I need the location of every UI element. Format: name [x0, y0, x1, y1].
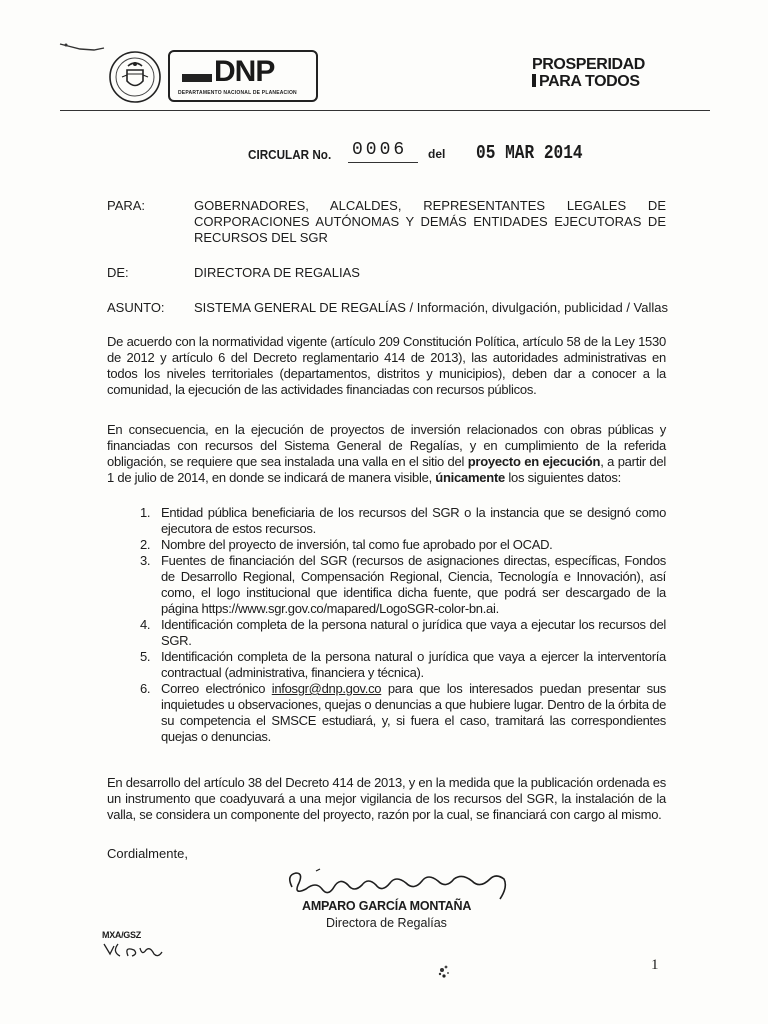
para-value: GOBERNADORES, ALCALDES, REPRESENTANTES LEGALES DE CORPORACIONES AUTÓNOMAS Y DEMÁS ENTIDADES EJECUTORAS DE RECURSOS DEL SGR: [194, 198, 666, 245]
list-item-text: Identificación completa de la persona natural o jurídica que vaya a ejercer la interventoría contractual (administrativa, financiera y técnica).: [161, 649, 666, 680]
para-label: PARA:: [107, 198, 146, 213]
paragraph-2-bold-project: proyecto en ejecución: [467, 454, 601, 469]
de-value: DIRECTORA DE REGALIAS: [194, 265, 360, 280]
list-item: [140, 537, 666, 553]
paragraph-3: En desarrollo del artículo 38 del Decreto 414 de 2013, y en la medida que la publicación ordenada es un instrumento que coadyuvará a una mejor vigilancia de los recursos del SGR, la instalación de la valla, se considera un componente del proyecto, razón por la cual, se financiará con cargo al mismo.: [107, 775, 666, 822]
list-item-text: Entidad pública beneficiaria de los recursos del SGR o la instancia que se designó como ejecutora de estos recursos.: [161, 505, 666, 536]
required-data-list: [140, 505, 666, 745]
page-number: 1: [651, 957, 659, 973]
list-item: [140, 505, 666, 537]
slogan-bar: [532, 74, 536, 87]
paragraph-2-part-a: En consecuencia, en la ejecución de proyectos de inversión relacionados con obras públicas y financiadas con recursos del Sistema General de Regalías, y en cumplimiento de la referida obligación, se requiere que sea instalada una valla en el sitio del: [107, 422, 666, 469]
list-item: [140, 617, 666, 649]
list-item-text: Identificación completa de la persona natural o jurídica que vaya a ejecutar los recursos del SGR.: [161, 617, 666, 648]
paragraph-1: De acuerdo con la normatividad vigente (artículo 209 Constitución Política, artículo 58 de la Ley 1530 de 2012 y artículo 6 del Decreto reglamentario 414 de 2013), las autoridades administrativas en todos los niveles territoriales (departamentos, distritos y municipios), deben dar a conocer a la comunidad, la ejecución de las actividades financiadas con recursos públicos.: [107, 334, 666, 397]
slogan-line-2: PARA TODOS: [539, 73, 640, 90]
colombia-coat-of-arms-icon: [108, 50, 162, 104]
circular-reference: [248, 140, 608, 170]
paragraph-2-part-c: , a partir del 1 de julio de 2014, en donde se indicará de manera visible,: [107, 454, 666, 485]
list-item-text: Fuentes de financiación del SGR (recursos de asignaciones directas, específicas, Fondos de Desarrollo Regional, Compensación Regional, Ciencia, Tecnología e Innovación), así como, el logo institucional que identifica dicha fuente, que podrá ser descargado de la página https://www.sgr.gov.co/mapared/LogoSGR-color-bn.ai.: [161, 553, 666, 616]
closing-text: Cordialmente,: [107, 846, 188, 861]
circular-label: CIRCULAR No.: [248, 147, 332, 162]
circular-del-label: del: [428, 147, 446, 161]
initials-scribble: [100, 938, 166, 960]
paragraph-2-part-e: los siguientes datos:: [505, 470, 621, 485]
circular-number: 0006: [352, 140, 408, 160]
signatory-name: AMPARO GARCÍA MONTAÑA: [302, 899, 472, 913]
de-label: DE:: [107, 265, 129, 280]
slogan-line-1: PROSPERIDAD: [532, 56, 645, 73]
list-item-text: Nombre del proyecto de inversión, tal como fue aprobado por el OCAD.: [161, 537, 553, 552]
signatory-title: Directora de Regalías: [326, 916, 447, 930]
dnp-logo-bar: [182, 74, 212, 82]
paragraph-2: [107, 422, 666, 486]
circular-date-stamp: 05 MAR 2014: [476, 142, 583, 164]
list-item-6-part-b: para que los interesados puedan presentar sus inquietudes u observaciones, quejas o denuncias a que hubiere lugar. Dentro de la órbita de su competencia el SMSCE estudiará, y, si fuera el caso, tramitará las correspondientes quejas o denuncias.: [161, 681, 666, 744]
asunto-value: SISTEMA GENERAL DE REGALÍAS / Información, divulgación, publicidad / Vallas: [194, 300, 668, 315]
email-link[interactable]: infosgr@dnp.gov.co: [271, 681, 382, 696]
list-item: [140, 649, 666, 681]
header-divider: [60, 110, 710, 111]
list-item-number: 2.: [140, 537, 151, 552]
dnp-logo: [168, 50, 318, 102]
circular-number-underline: [348, 162, 418, 163]
list-item-number: 1.: [140, 505, 151, 520]
scan-mark-icon: [58, 40, 108, 54]
list-item-number: 4.: [140, 617, 151, 632]
dnp-logo-subtitle: DEPARTAMENTO NACIONAL DE PLANEACIÓN: [178, 90, 297, 96]
slogan-logo: [532, 56, 682, 90]
list-item: [140, 553, 666, 617]
list-item-number: 6.: [140, 681, 151, 696]
asunto-label: ASUNTO:: [107, 300, 165, 315]
list-item: [140, 681, 666, 745]
dnp-logo-text: DNP: [214, 55, 275, 88]
drafting-initials: MXA/GSZ: [102, 930, 141, 940]
list-item-6-part-a: Correo electrónico: [161, 681, 272, 696]
ink-smudge-icon: [432, 958, 460, 982]
list-item-number: 3.: [140, 553, 151, 568]
paragraph-2-bold-only: únicamente: [435, 470, 506, 485]
list-item-number: 5.: [140, 649, 151, 664]
